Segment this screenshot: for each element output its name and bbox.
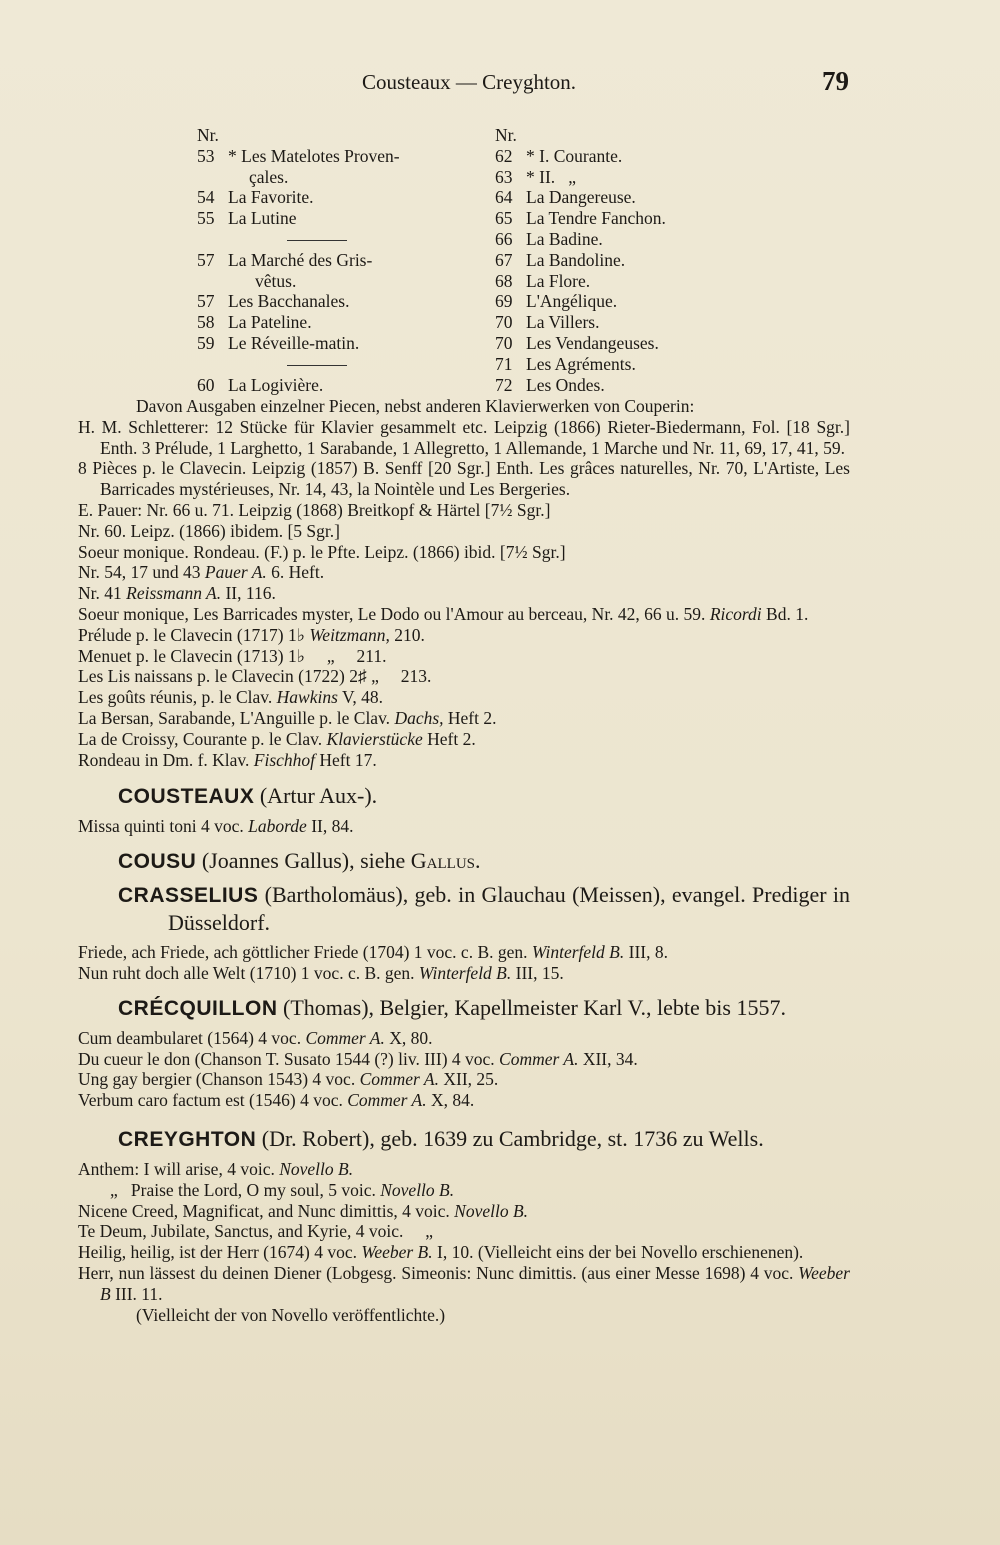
- bibliography-entry: Ung gay bergier (Chanson 1543) 4 voc. Commer A. XII, 25.: [78, 1069, 499, 1090]
- page-body: [78, 396, 850, 1325]
- couperin-intro: Davon Ausgaben einzelner Piecen, nebst anderen Klavierwerken von Couperin:: [136, 396, 695, 416]
- composer-heading-crecquillon: CRÉCQUILLON (Thomas), Belgier, Kapellmeister Karl V., lebte bis 1557.: [118, 994, 786, 1020]
- bibliography-entry: „ Praise the Lord, O my soul, 5 voic. Novello B.: [110, 1179, 455, 1200]
- bibliography-entry: Soeur monique, Les Barricades myster, Le Dodo ou l'Amour au berceau, Nr. 42, 66 u. 59. Ricordi Bd. 1.: [78, 603, 809, 624]
- composer-heading-crasselius: CRASSELIUS (Bartholomäus), geb. in Glauchau (Meissen), evangel. Prediger in Düsseldorf.: [118, 882, 850, 936]
- list-item: 58 La Pateline.: [197, 312, 312, 333]
- column-heading: Nr.: [197, 125, 219, 145]
- bibliography-entry: Nr. 41 Reissmann A. II, 116.: [78, 583, 276, 604]
- list-item: 70 Les Vendangeuses.: [495, 332, 659, 353]
- bibliography-entry: La de Croissy, Courante p. le Clav. Klavierstücke Heft 2.: [78, 728, 476, 749]
- bibliography-entry: E. Pauer: Nr. 66 u. 71. Leipzig (1868) Breitkopf & Härtel [7½ Sgr.]: [78, 499, 551, 520]
- bibliography-entry: Missa quinti toni 4 voc. Laborde II, 84.: [78, 816, 354, 837]
- bibliography-entry: Du cueur le don (Chanson T. Susato 1544 (?) liv. III) 4 voc. Commer A. XII, 34.: [78, 1048, 638, 1069]
- list-item: 57 La Marché des Gris-: [197, 249, 373, 270]
- list-item: 53 * Les Matelotes Proven-: [197, 145, 400, 166]
- list-item: 62 * I. Courante.: [495, 145, 623, 166]
- bibliography-entry: Menuet p. le Clavecin (1713) 1♭ „ 211.: [78, 645, 387, 666]
- list-item: 63 * II. „: [495, 166, 577, 187]
- column-heading: Nr.: [495, 125, 517, 145]
- bibliography-entry: Nr. 60. Leipz. (1866) ibidem. [5 Sgr.]: [78, 520, 340, 541]
- bibliography-entry: 8 Pièces p. le Clavecin. Leipzig (1857) B. Senff [20 Sgr.] Enth. Les grâces naturelles, Nr. 70, L'Artiste, Les Barricades mystérieuses, Nr. 14, 43, la Nointèle und Les Bergeries.: [78, 458, 850, 500]
- bibliography-entry: Te Deum, Jubilate, Sanctus, and Kyrie, 4 voic. „: [78, 1221, 434, 1242]
- running-title: Cousteaux — Creyghton.: [362, 70, 577, 94]
- list-item: 54 La Favorite.: [197, 187, 314, 208]
- composer-heading-creyghton: CREYGHTON (Dr. Robert), geb. 1639 zu Cambridge, st. 1736 zu Wells.: [118, 1125, 764, 1151]
- bibliography-entry: Heilig, heilig, ist der Herr (1674) 4 voc. Weeber B. I, 10. (Vielleicht eins der bei Novello erschienenen).: [78, 1242, 804, 1263]
- bibliography-entry: H. M. Schletterer: 12 Stücke für Klavier gesammelt etc. Leipzig (1866) Rieter-Biedermann, Fol. [18 Sgr.] Enth. 3 Prélude, 1 Larghetto, 1 Sarabande, 1 Allegretto, 1 Allemande, 1 Marche und Nr. 11, 69, 17, 41, 59.: [78, 416, 850, 458]
- bibliography-entry: Nun ruht doch alle Welt (1710) 1 voc. c. B. gen. Winterfeld B. III, 15.: [78, 962, 564, 983]
- list-item: 66 La Badine.: [495, 228, 603, 249]
- list-item: 55 La Lutine: [197, 208, 297, 229]
- bibliography-entry: Les Lis naissans p. le Clavecin (1722) 2♯ „ 213.: [78, 666, 432, 687]
- list-item: vêtus.: [255, 270, 297, 291]
- bibliography-entry: Rondeau in Dm. f. Klav. Fischhof Heft 17.: [78, 749, 377, 770]
- list-item: 68 La Flore.: [495, 270, 591, 291]
- bibliography-entry: Cum deambularet (1564) 4 voc. Commer A. X, 80.: [78, 1027, 433, 1048]
- page-number: 79: [822, 66, 849, 96]
- list-item: 60 La Logivière.: [197, 374, 324, 395]
- list-item: 67 La Bandoline.: [495, 249, 626, 270]
- bibliography-entry: La Bersan, Sarabande, L'Anguille p. le Clav. Dachs, Heft 2.: [78, 707, 497, 728]
- bibliography-entry: Soeur monique. Rondeau. (F.) p. le Pfte. Leipz. (1866) ibid. [7½ Sgr.]: [78, 541, 566, 562]
- bibliography-entry: Les goûts réunis, p. le Clav. Hawkins V, 48.: [78, 687, 383, 708]
- bibliography-entry: Herr, nun lässest du deinen Diener (Lobgesg. Simeonis: Nunc dimittis. (aus einer Messe 1698) 4 voc. Weeber B III. 11.: [78, 1262, 850, 1304]
- bibliography-entry: Prélude p. le Clavecin (1717) 1♭ Weitzmann, 210.: [78, 624, 425, 645]
- list-item: 69 L'Angélique.: [495, 291, 618, 312]
- bibliography-entry: Nr. 54, 17 und 43 Pauer A. 6. Heft.: [78, 562, 325, 583]
- bibliography-entry: Nicene Creed, Magnificat, and Nunc dimittis, 4 voic. Novello B.: [78, 1200, 529, 1221]
- bibliography-note: (Vielleicht der von Novello veröffentlichte.): [136, 1304, 446, 1325]
- right-column-list: [495, 125, 795, 395]
- list-item: 71 Les Agréments.: [495, 353, 636, 374]
- composer-heading-cousu: COUSU (Joannes Gallus), siehe Gallus.: [118, 848, 481, 874]
- list-item: 72 Les Ondes.: [495, 374, 605, 395]
- list-item: 57 Les Bacchanales.: [197, 291, 350, 312]
- list-item: 65 La Tendre Fanchon.: [495, 208, 666, 229]
- bibliography-entry: Anthem: I will arise, 4 voic. Novello B.: [78, 1158, 354, 1179]
- list-item: 59 Le Réveille-matin.: [197, 332, 360, 353]
- list-item: 64 La Dangereuse.: [495, 187, 636, 208]
- bibliography-entry: Verbum caro factum est (1546) 4 voc. Commer A. X, 84.: [78, 1090, 475, 1111]
- left-column-list: [197, 125, 497, 395]
- composer-heading-cousteaux: COUSTEAUX (Artur Aux-).: [118, 783, 378, 809]
- bibliography-entry: Friede, ach Friede, ach göttlicher Friede (1704) 1 voc. c. B. gen. Winterfeld B. III, 8.: [78, 942, 668, 963]
- list-item: 70 La Villers.: [495, 312, 600, 333]
- list-item: çales.: [249, 166, 289, 187]
- separator-rule: [197, 229, 497, 250]
- separator-rule: [197, 354, 497, 375]
- page-header: [0, 66, 1000, 100]
